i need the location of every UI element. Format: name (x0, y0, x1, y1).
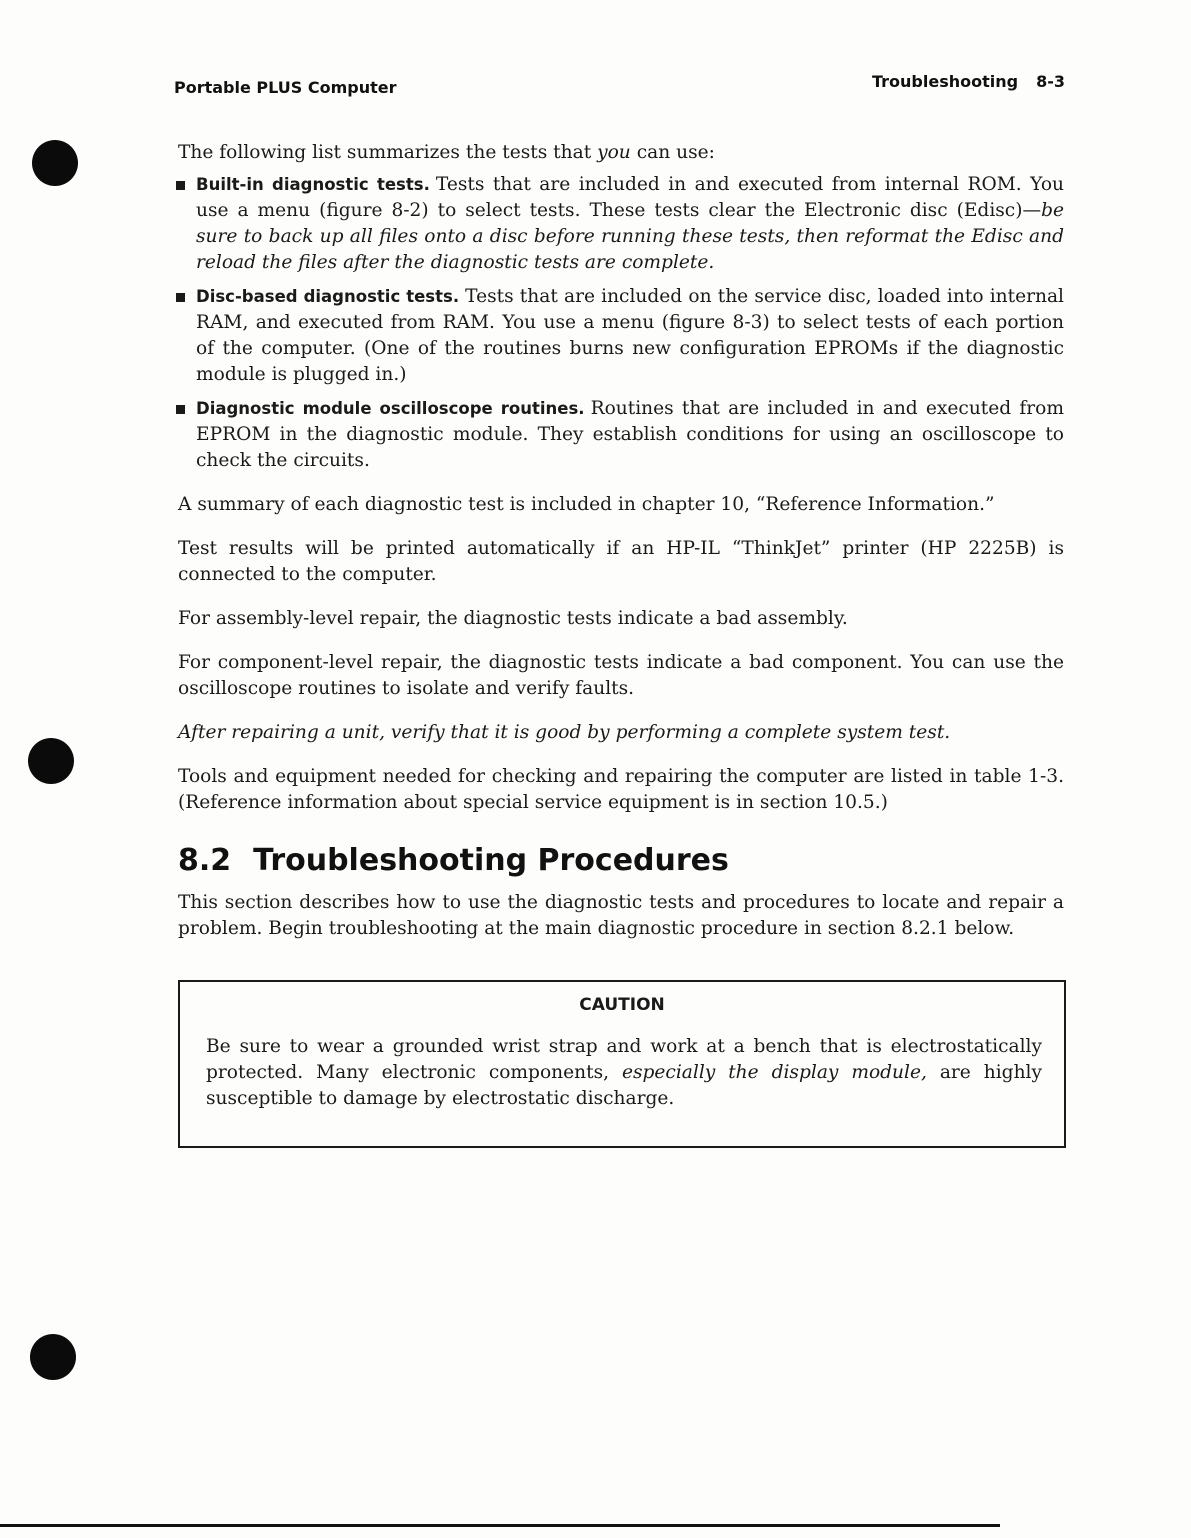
page-bottom-rule (0, 1524, 1000, 1527)
intro-paragraph (178, 140, 1064, 166)
section-intro-paragraph: This section describes how to use the diagnostic tests and procedures to locate and repair a problem. Begin troubleshooting at the main diagnostic procedure in section 8.2.1 below. (178, 892, 1064, 939)
summary-paragraph: A summary of each diagnostic test is included in chapter 10, “Reference Information.” (178, 494, 995, 515)
list-item (174, 172, 1064, 276)
caution-box (178, 980, 1066, 1148)
list-item-term: Disc-based diagnostic tests. (196, 287, 460, 306)
page-body (174, 140, 1064, 1148)
component-paragraph: For component-level repair, the diagnostic tests indicate a bad component. You can use the oscilloscope routines to isolate and verify faults. (178, 652, 1064, 699)
results-paragraph: Test results will be printed automatically if an HP-IL “ThinkJet” printer (HP 2225B) is connected to the computer. (178, 538, 1064, 585)
binder-hole-middle (28, 738, 74, 784)
test-list (174, 172, 1064, 474)
list-item-term: Built-in diagnostic tests. (196, 175, 430, 194)
running-head-left: Portable PLUS Computer (174, 78, 397, 97)
running-head-right (872, 72, 1065, 91)
list-item-emphasis: be sure to back up all files onto a disc before running these tests, then reformat the Edisc and reload the files after the diagnostic tests are complete. (196, 200, 1064, 273)
caution-title: CAUTION (579, 995, 665, 1015)
caution-text-start: Be sure to wear a grounded wrist strap and work at a bench that is electrostatically protected. Many electronic components, (206, 1036, 1042, 1083)
list-item-text: Routines that are included in and executed from EPROM in the diagnostic module. They establish conditions for using an oscilloscope to check the circuits. (196, 398, 1064, 471)
intro-emphasis: you (597, 142, 631, 163)
page-number: 8-3 (1036, 72, 1065, 91)
tools-paragraph: Tools and equipment needed for checking and repairing the computer are listed in table 1-3. (Reference information about special service equipment is in section 10.5.) (178, 766, 1064, 813)
list-item-term: Diagnostic module oscilloscope routines. (196, 399, 585, 418)
section-title: Troubleshooting Procedures (253, 843, 729, 878)
list-item-text: Tests that are included in and executed from internal ROM. You use a menu (figure 8-2) to select tests. These tests clear the Electronic disc (Edisc)— (196, 174, 1064, 221)
intro-text: The following list summarizes the tests that (178, 142, 598, 163)
list-item (174, 396, 1064, 474)
binder-hole-bottom (30, 1334, 76, 1380)
caution-text-end: are highly susceptible to damage by electrostatic discharge. (206, 1062, 1042, 1109)
running-head-chapter: Troubleshooting (872, 72, 1019, 91)
list-item (174, 284, 1064, 388)
caution-emphasis: especially the display module, (621, 1062, 927, 1083)
caution-text (206, 1034, 1042, 1112)
assembly-paragraph: For assembly-level repair, the diagnostic tests indicate a bad assembly. (178, 608, 848, 629)
intro-text-end: can use: (630, 142, 715, 163)
after-repair-paragraph: After repairing a unit, verify that it is good by performing a complete system test. (178, 722, 951, 743)
list-item-text: Tests that are included on the service disc, loaded into internal RAM, and executed from RAM. You use a menu (figure 8-3) to select tests of each portion of the computer. (One of the routines burns new configuration EPROMs if the diagnostic module is plugged in.) (196, 286, 1064, 385)
section-heading (178, 843, 1064, 878)
binder-hole-top (32, 140, 78, 186)
section-number: 8.2 (178, 843, 232, 878)
